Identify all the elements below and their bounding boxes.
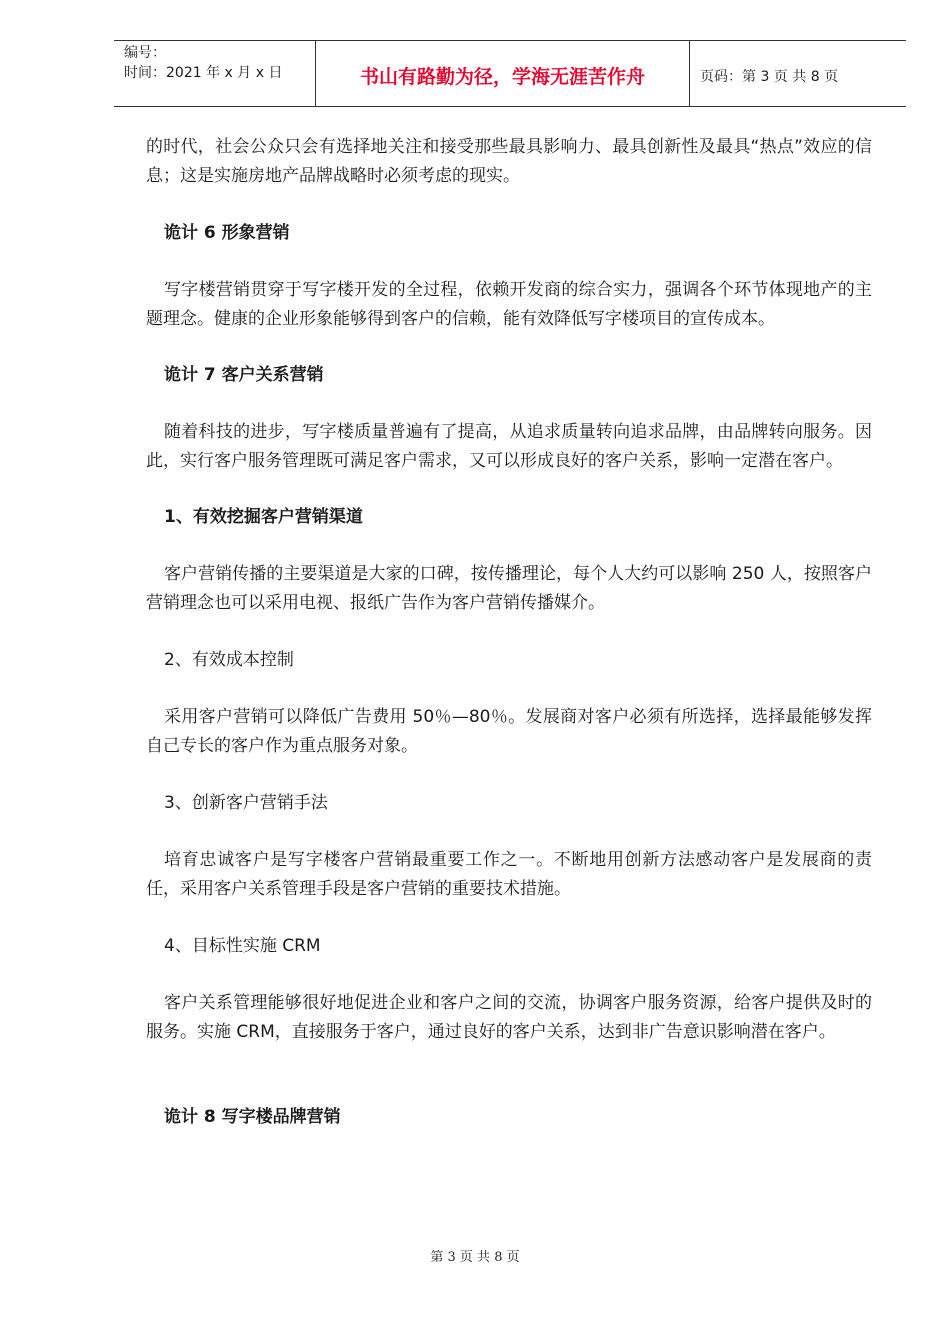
paragraph: 客户关系管理能够很好地促进企业和客户之间的交流，协调客户服务资源，给客户提供及时的服务。实施 CRM，直接服务于客户，通过良好的客户关系，达到非广告意识影响潜在客户。 [146,993,872,1042]
header-meta [114,41,316,106]
spacer [146,248,872,276]
document-body [146,133,872,1132]
paragraph: 客户营销传播的主要渠道是大家的口碑，按传播理论，每个人大约可以影响 250 人，按照客户营销理念也可以采用电视、报纸广告作为客户营销传播媒介。 [146,564,872,613]
header-page-info: 页码：第 3 页 共 8 页 [700,68,839,85]
section-heading: 诡计 6 形象营销 [164,223,290,243]
subsection-heading: 1、有效挖掘客户营销渠道 [164,507,363,527]
spacer [146,334,872,361]
spacer [146,191,872,219]
subsection-heading: 2、有效成本控制 [164,650,294,670]
spacer [146,618,872,646]
subsection-heading: 3、创新客户营销手法 [164,793,328,813]
header-motto: 书山有路勤为径，学海无涯苦作舟 [316,41,690,106]
spacer [146,818,872,846]
page-footer: 第 3 页 共 8 页 [430,1250,520,1265]
paragraph: 随着科技的进步，写字楼质量普遍有了提高，从追求质量转向追求品牌，由品牌转向服务。因此，实行客户服务管理既可满足客户需求，又可以形成良好的客户关系，影响一定潜在客户。 [146,422,872,471]
paragraph: 采用客户营销可以降低广告费用 50％—80％。发展商对客户必须有所选择，选择最能够发挥自己专长的客户作为重点服务对象。 [146,707,872,756]
spacer [146,761,872,789]
spacer [146,675,872,703]
page-header [114,40,906,107]
spacer [146,1047,872,1103]
document-number-label: 编号： [124,45,166,61]
spacer [146,961,872,989]
spacer [146,476,872,503]
section-heading: 诡计 8 写字楼品牌营销 [164,1107,341,1127]
paragraph: 写字楼营销贯穿于写字楼开发的全过程，依赖开发商的综合实力，强调各个环节体现地产的主题理念。健康的企业形象能够得到客户的信赖，能有效降低写字楼项目的宣传成本。 [146,280,872,329]
spacer [146,904,872,932]
spacer [146,532,872,560]
spacer [146,390,872,418]
section-heading: 诡计 7 客户关系营销 [164,365,324,385]
document-date: 时间：2021 年 x 月 x 日 [124,65,283,81]
paragraph: 培育忠诚客户是写字楼客户营销最重要工作之一。不断地用创新方法感动客户是发展商的责任，采用客户关系管理手段是客户营销的重要技术措施。 [146,850,872,899]
paragraph: 的时代，社会公众只会有选择地关注和接受那些最具影响力、最具创新性及最具“热点”效应的信息；这是实施房地产品牌战略时必须考虑的现实。 [146,137,872,186]
subsection-heading: 4、目标性实施 CRM [164,936,321,956]
